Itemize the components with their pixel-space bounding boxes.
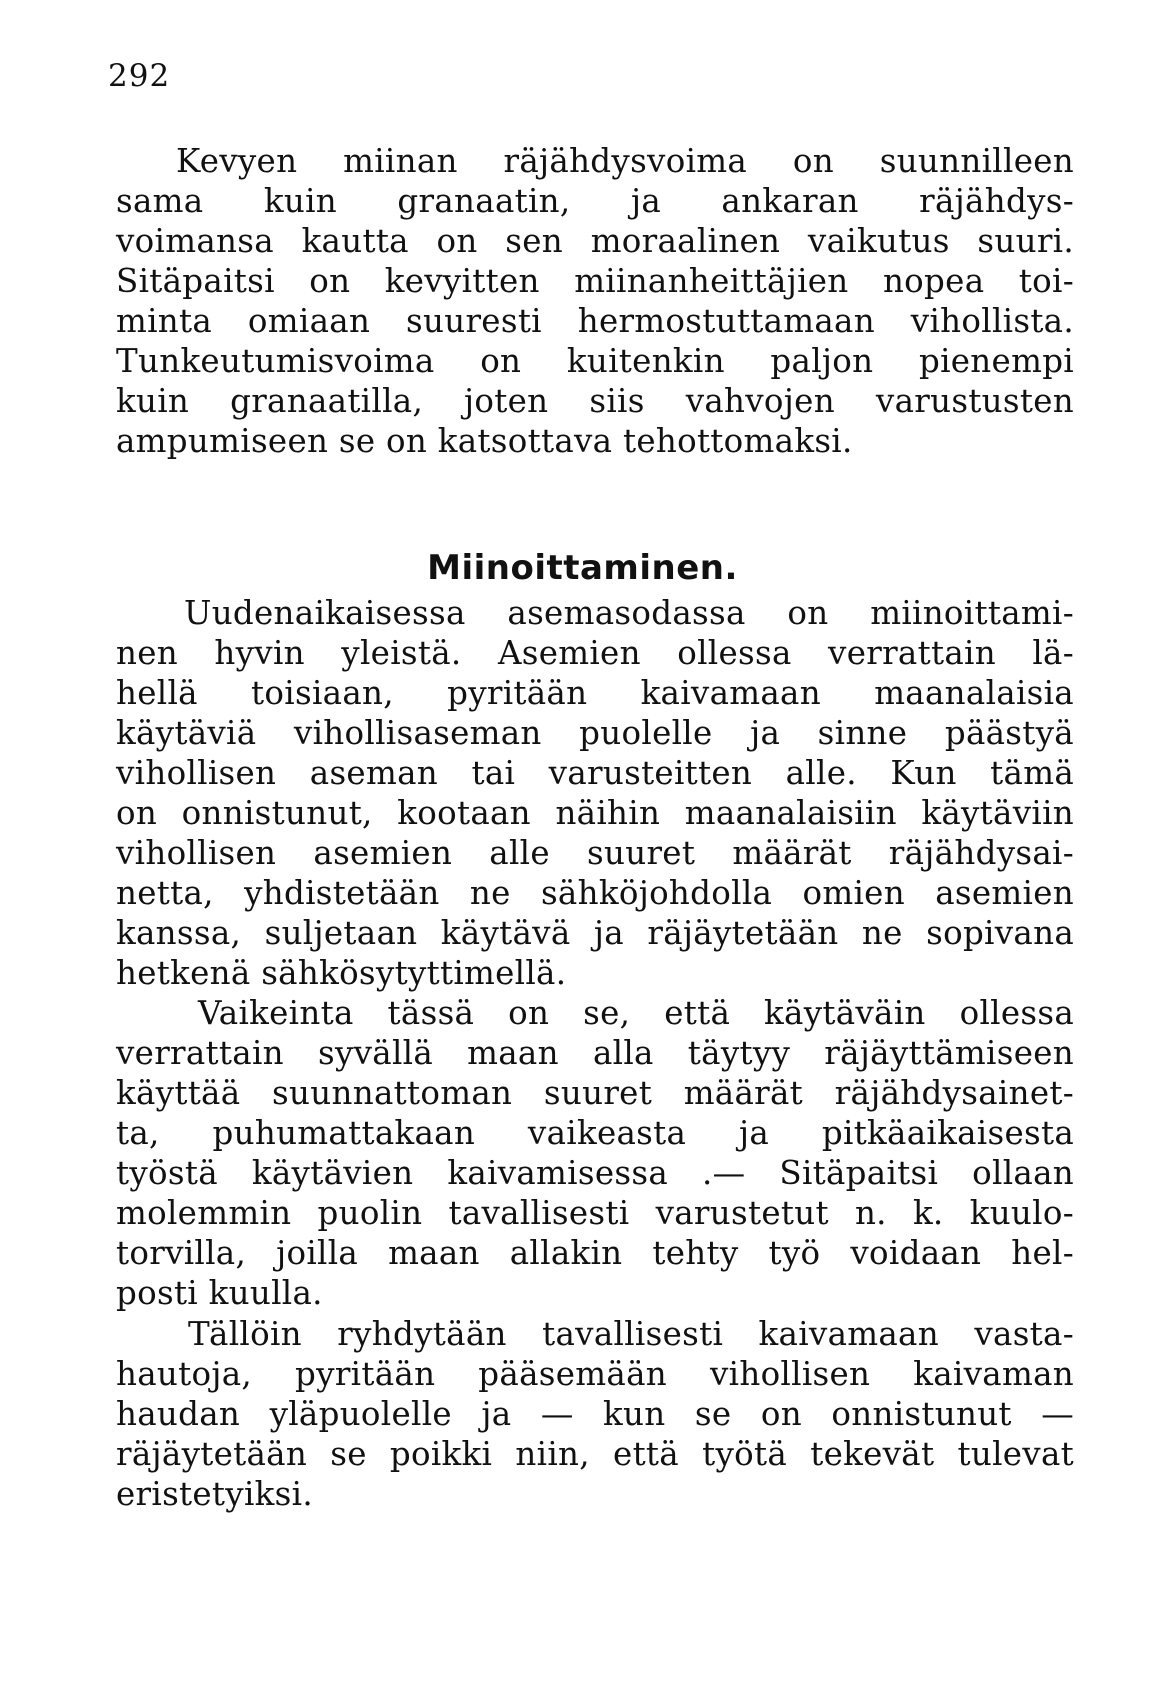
- text-line: käytäviä vihollisaseman puolelle ja sinne päästyä: [116, 714, 1074, 752]
- paragraph-4: [116, 1314, 1074, 1514]
- text-line: Tällöin ryhdytään tavallisesti kaivamaan vasta-: [188, 1315, 1074, 1353]
- paragraph-1: [116, 141, 1074, 461]
- text-line: kanssa, suljetaan käytävä ja räjäytetään ne sopivana: [116, 914, 1074, 952]
- page-number: 292: [108, 58, 171, 94]
- text-line: käyttää suunnattoman suuret määrät räjähdysainet-: [116, 1074, 1074, 1112]
- text-line: hetkenä sähkösytyttimellä.: [116, 954, 567, 992]
- text-line: verrattain syvällä maan alla täytyy räjäyttämiseen: [116, 1034, 1074, 1072]
- text-line: Tunkeutumisvoima on kuitenkin paljon pienempi: [116, 342, 1074, 380]
- text-line: sama kuin granaatin, ja ankaran räjähdys-: [116, 182, 1074, 220]
- text-line: vihollisen asemien alle suuret määrät räjähdysai-: [116, 834, 1074, 872]
- text-line: ta, puhumattakaan vaikeasta ja pitkäaikaisesta: [116, 1114, 1074, 1152]
- text-line: hautoja, pyritään pääsemään vihollisen kaivaman: [116, 1355, 1074, 1393]
- text-line: Sitäpaitsi on kevyitten miinanheittäjien nopea toi-: [116, 262, 1074, 300]
- text-line: Uudenaikaisessa asemasodassa on miinoittami-: [184, 594, 1074, 632]
- text-line: eristetyiksi.: [116, 1475, 313, 1513]
- text-line: molemmin puolin tavallisesti varustetut n. k. kuulo-: [116, 1194, 1074, 1232]
- paragraph-2: [116, 593, 1074, 993]
- paragraph-3: [116, 993, 1074, 1313]
- text-line: posti kuulla.: [116, 1274, 323, 1312]
- text-line: nen hyvin yleistä. Asemien ollessa verrattain lä-: [116, 634, 1074, 672]
- text-line: räjäytetään se poikki niin, että työtä tekevät tulevat: [116, 1435, 1074, 1473]
- text-line: ampumiseen se on katsottava tehottomaksi.: [116, 422, 853, 460]
- text-line: kuin granaatilla, joten siis vahvojen varustusten: [116, 382, 1074, 420]
- text-line: Vaikeinta tässä on se, että käytäväin ollessa: [198, 994, 1074, 1032]
- text-line: torvilla, joilla maan allakin tehty työ voidaan hel-: [116, 1234, 1074, 1272]
- text-line: vihollisen aseman tai varusteitten alle. Kun tämä: [116, 754, 1074, 792]
- text-line: haudan yläpuolelle ja — kun se on onnistunut —: [116, 1395, 1074, 1433]
- text-line: voimansa kautta on sen moraalinen vaikutus suuri.: [116, 222, 1074, 260]
- text-line: Kevyen miinan räjähdysvoima on suunnilleen: [176, 142, 1074, 180]
- text-line: hellä toisiaan, pyritään kaivamaan maanalaisia: [116, 674, 1074, 712]
- text-line: on onnistunut, kootaan näihin maanalaisiin käytäviin: [116, 794, 1074, 832]
- text-line: netta, yhdistetään ne sähköjohdolla omien asemien: [116, 874, 1074, 912]
- text-line: työstä käytävien kaivamisessa .— Sitäpaitsi ollaan: [116, 1154, 1074, 1192]
- section-heading: Miinoittaminen.: [427, 548, 738, 588]
- text-line: minta omiaan suuresti hermostuttamaan vihollista.: [116, 302, 1074, 340]
